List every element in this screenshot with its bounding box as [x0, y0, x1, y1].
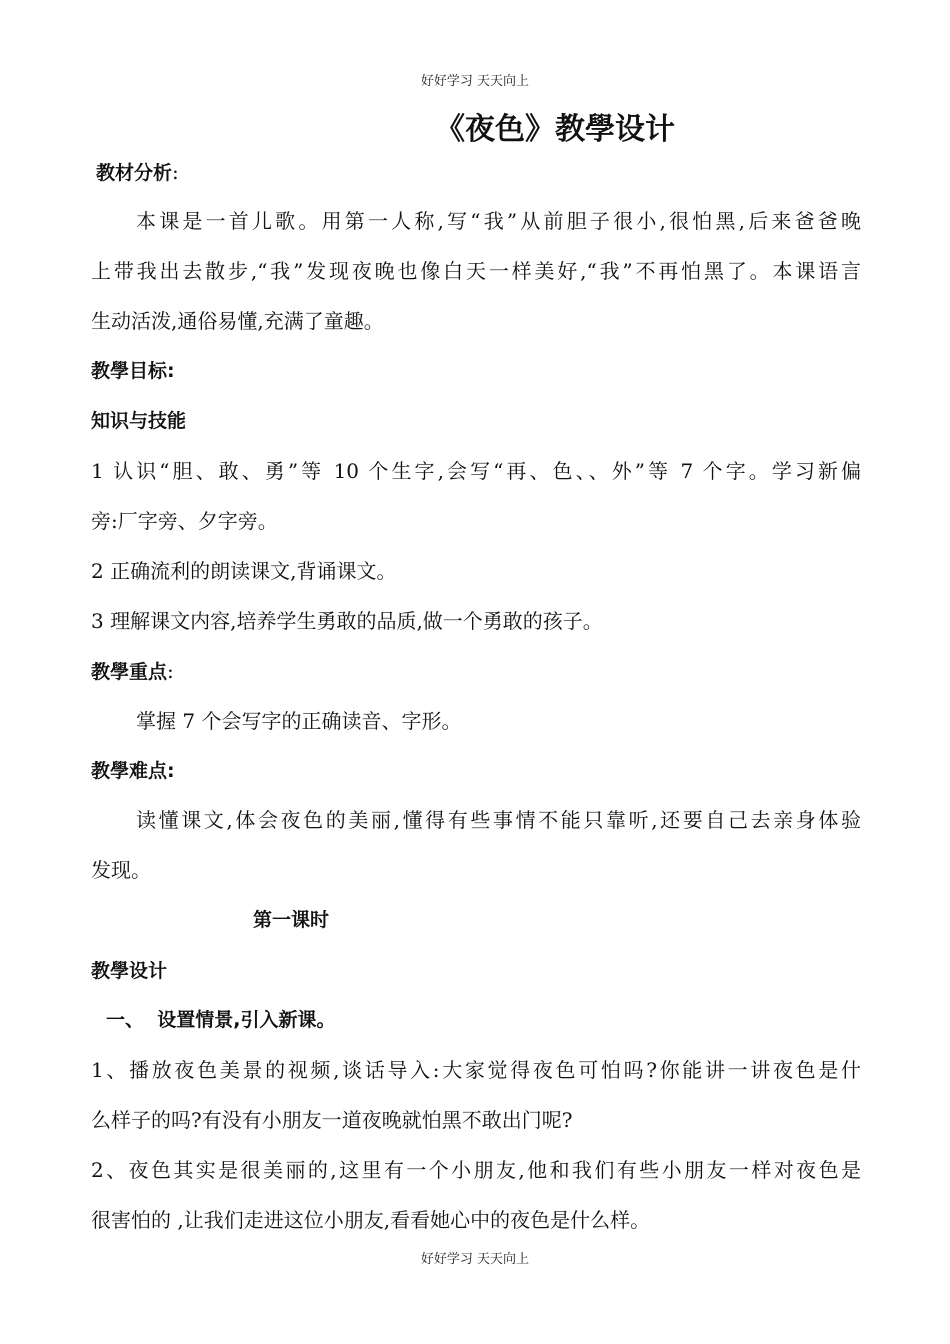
design-heading: 教學设计: [91, 960, 168, 982]
analysis-para-line-2: 上带我出去散步,“我”发现夜晚也像白天一样美好,“我”不再怕黑了。本课语言: [91, 259, 861, 283]
key-heading-colon: :: [167, 659, 174, 683]
page-footer: 好好学习 天天向上: [420, 1252, 530, 1267]
analysis-para-line-3: 生动活泼,通俗易懂,充满了童趣。: [91, 309, 384, 333]
difficulty-heading: 教學难点:: [91, 760, 175, 782]
key-heading-text: 教學重点: [91, 661, 168, 683]
item-1-line-1: 1、播放夜色美景的视频,谈话导入:大家觉得夜色可怕吗?你能讲一讲夜色是什: [91, 1058, 861, 1082]
goals-heading: 教學目标:: [91, 360, 175, 382]
analysis-heading: [96, 158, 866, 187]
lesson-heading: 第一课时: [253, 909, 330, 931]
goal-3: 3 理解课文内容,培养学生勇敢的品质,做一个勇敢的孩子。: [91, 609, 603, 633]
key-text: 掌握 7 个会写字的正确读音、字形。: [136, 709, 462, 733]
goal-1-line-2: 旁:厂字旁、夕字旁。: [91, 509, 278, 533]
goal-1-line-1: 1 认识“胆、敢、勇”等 10 个生字,会写“再、色、、外”等 7 个字。学习新偏: [91, 459, 861, 483]
analysis-heading-text: 教材分析: [96, 162, 173, 184]
difficulty-para-line-2: 发现。: [91, 858, 151, 882]
analysis-heading-colon: :: [172, 160, 179, 184]
section-1-heading: 一、 设置情景,引入新课。: [106, 1009, 336, 1031]
item-1-line-2: 么样子的吗?有没有小朋友一道夜晚就怕黑不敢出门呢?: [91, 1108, 573, 1132]
document-title: 《夜色》教學设计: [435, 112, 675, 147]
item-2-line-2: 很害怕的 ,让我们走进这位小朋友,看看她心中的夜色是什么样。: [91, 1208, 651, 1232]
analysis-para-line-1: 本课是一首儿歌。用第一人称,写“我”从前胆子很小,很怕黑,后来爸爸晚: [136, 209, 861, 233]
goal-2: 2 正确流利的朗读课文,背诵课文。: [91, 559, 397, 583]
knowledge-heading: 知识与技能: [91, 410, 187, 432]
item-2-line-1: 2、夜色其实是很美丽的,这里有一个小朋友,他和我们有些小朋友一样对夜色是: [91, 1158, 861, 1182]
difficulty-para-line-1: 读懂课文,体会夜色的美丽,懂得有些事情不能只靠听,还要自己去亲身体验: [136, 808, 861, 832]
page-header: 好好学习 天天向上: [420, 74, 530, 89]
key-heading: [91, 657, 861, 686]
